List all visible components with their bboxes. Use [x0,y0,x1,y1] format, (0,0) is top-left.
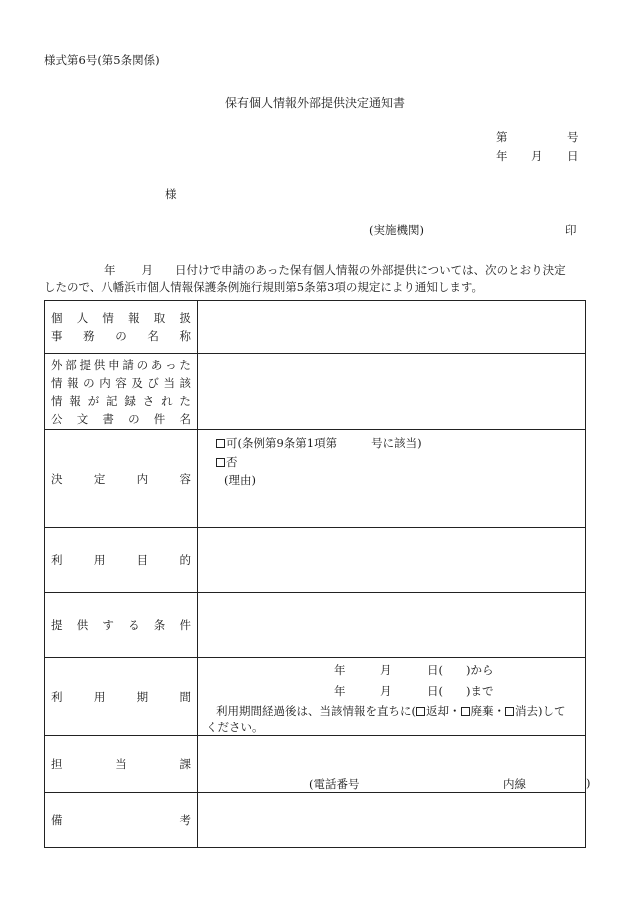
department-label: 担 当 課 [51,757,191,771]
phone-close-paren: ) [586,776,591,790]
option-no-label: 否 [226,455,238,469]
period-to-year: 年 [334,684,346,698]
conditions-label: 提 供 す る 条 件 [51,618,191,632]
table-row [45,528,586,593]
handling-office-value[interactable] [198,301,586,354]
document-title: 保有個人情報外部提供決定通知書 [224,96,405,110]
table-row [45,354,586,430]
label-cell [45,593,198,658]
purpose-value[interactable] [198,528,586,593]
addressee-suffix: 様 [165,187,177,201]
period-to-month: 月 [380,684,392,698]
period-to-day: 日( [427,684,443,698]
option-yes-checkbox[interactable] [216,439,225,448]
return-label: 返却・ [426,704,461,718]
intro-year: 年 [104,263,116,277]
period-from-month: 月 [380,663,392,677]
discard-checkbox[interactable] [461,707,470,716]
date-day: 日 [567,149,579,163]
period-to-suffix: )まで [466,684,494,698]
label-cell [45,301,198,354]
intro-paragraph [44,262,584,296]
period-label: 利 用 期 間 [51,689,191,704]
info-content-value[interactable] [198,354,586,430]
conditions-value[interactable] [198,593,586,658]
period-from-suffix: )から [466,663,494,677]
date-year: 年 [496,149,508,163]
agency-label: (実施機関) [369,223,424,237]
label-cell [45,658,198,736]
label-cell [45,528,198,593]
period-from-year: 年 [334,663,346,677]
option-no-checkbox[interactable] [216,458,225,467]
table-row [45,430,586,528]
label-cell [45,736,198,793]
decision-table [44,300,591,848]
table-row [45,658,586,736]
erase-checkbox[interactable] [505,707,514,716]
intro-month: 月 [141,263,153,277]
option-yes-label: 可(条例第9条第1項第 [226,436,338,450]
department-value[interactable] [198,736,591,793]
period-value [198,658,586,736]
option-yes-suffix: 号に該当) [371,436,422,450]
period-note-prefix: 利用期間経過後は、当該情報を直ちに( [216,704,416,718]
number-suffix: 号 [567,130,579,144]
decision-value [198,430,586,528]
table-row [45,736,586,793]
table-row [45,793,586,848]
label-cell [45,793,198,848]
extension-label: 内線 [503,777,526,791]
period-from-day: 日( [427,663,443,677]
info-content-label-line4: 公 文 書 の 件 名 [51,411,191,426]
purpose-label: 利 用 目 的 [51,553,191,567]
label-cell [45,354,198,430]
intro-text-line2: したので、八幡浜市個人情報保護条例施行規則第5条第3項の規定により通知します。 [44,280,483,294]
erase-label: 消去)して [515,704,566,718]
phone-label: (電話番号 [309,777,360,791]
period-note-line2: ください。 [206,720,264,734]
handling-office-label-line2: 事 務 の 名 称 [51,329,191,343]
period-note-line1 [216,703,566,719]
remarks-label: 備 考 [51,813,191,827]
return-checkbox[interactable] [416,707,425,716]
info-content-label-line2: 情 報 の 内 容 及 び 当 該 [51,375,191,390]
reason-label: (理由) [224,473,256,487]
decision-label: 決 定 内 容 [51,471,191,486]
intro-text-line1: 日付けで申請のあった保有個人情報の外部提供については、次のとおり決定 [175,263,566,277]
form-number: 様式第6号(第5条関係) [44,53,160,67]
handling-office-label-line1: 個 人 情 報 取 扱 [51,311,191,325]
remarks-value[interactable] [198,793,586,848]
table-row [45,301,586,354]
discard-label: 廃棄・ [470,704,505,718]
seal-mark: 印 [565,223,577,237]
table-row [45,593,586,658]
info-content-label-line3: 情 報 が 記 録 さ れ た [51,393,191,408]
label-cell [45,430,198,528]
number-prefix: 第 [496,130,508,144]
info-content-label-line1: 外 部 提 供 申 請 の あ っ た [51,357,191,372]
date-month: 月 [531,149,543,163]
